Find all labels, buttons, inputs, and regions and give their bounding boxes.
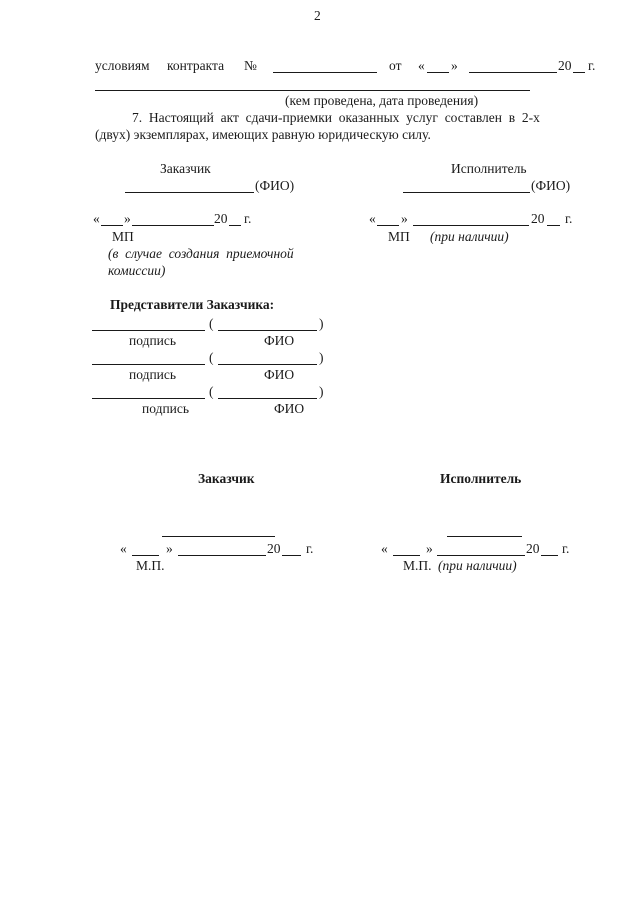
page-number: 2	[314, 8, 321, 23]
commission-note-line-2: комиссии)	[108, 263, 166, 278]
customer-year-suffix: г.	[244, 211, 252, 226]
customer-year-blank	[229, 225, 241, 226]
contractor-year2-blank	[541, 555, 558, 556]
year-blank	[573, 72, 585, 73]
contract-word: условиям	[95, 58, 150, 73]
contractor-mp-note: (при наличии)	[430, 229, 509, 244]
rep-3-sign-label: подпись	[142, 401, 190, 416]
contractor-month-blank	[413, 225, 529, 226]
contractor-label-2: Исполнитель	[440, 471, 522, 486]
contractor-date-open: «	[369, 211, 376, 226]
conducted-by-blank	[95, 90, 530, 91]
contract-label: контракта	[167, 58, 225, 73]
contractor-year2-suffix: г.	[562, 541, 570, 556]
date-close-quote: »	[451, 58, 458, 73]
customer-label-2: Заказчик	[198, 471, 255, 486]
rep-1-fio-label: ФИО	[264, 333, 295, 348]
month-blank	[469, 72, 557, 73]
commission-note-line-1: (в случае создания приемочной	[108, 246, 294, 261]
customer-day2-blank	[132, 555, 159, 556]
contract-number-blank	[273, 72, 377, 73]
rep-3-sign-blank	[92, 398, 205, 399]
customer-mp-2: М.П.	[136, 558, 165, 573]
number-sign: №	[244, 58, 257, 73]
contractor-mp: МП	[388, 229, 410, 244]
customer-year-prefix: 20	[214, 211, 228, 226]
customer-year2-suffix: г.	[306, 541, 314, 556]
customer-year2-blank	[282, 555, 301, 556]
rep-1-close: )	[319, 316, 324, 331]
rep-1-fio-blank	[218, 330, 317, 331]
rep-3-close: )	[319, 384, 324, 399]
customer-year2-prefix: 20	[267, 541, 281, 556]
contractor-year2-prefix: 20	[526, 541, 540, 556]
rep-2-sign-label: подпись	[129, 367, 177, 382]
rep-1-open: (	[209, 316, 214, 331]
from-label: от	[389, 58, 402, 73]
rep-2-close: )	[319, 350, 324, 365]
customer-fio-blank	[125, 192, 254, 193]
contractor-mp-2-note: (при наличии)	[438, 558, 517, 573]
rep-2-open: (	[209, 350, 214, 365]
customer-month-blank	[132, 225, 214, 226]
year-suffix: г.	[588, 58, 596, 73]
customer-date2-open: «	[120, 541, 127, 556]
contractor-day2-blank	[393, 555, 420, 556]
contractor-date2-open: «	[381, 541, 388, 556]
day-blank	[427, 72, 449, 73]
contractor-signature-line	[447, 536, 522, 537]
rep-2-fio-label: ФИО	[264, 367, 295, 382]
date-open-quote: «	[418, 58, 425, 73]
customer-month2-blank	[178, 555, 266, 556]
rep-1-sign-label: подпись	[129, 333, 177, 348]
rep-1-sign-blank	[92, 330, 205, 331]
contractor-date-close: »	[401, 211, 408, 226]
rep-2-sign-blank	[92, 364, 205, 365]
contractor-mp-2: М.П.	[403, 558, 432, 573]
rep-2-fio-blank	[218, 364, 317, 365]
rep-3-open: (	[209, 384, 214, 399]
customer-date-close: »	[124, 211, 131, 226]
customer-fio-label: (ФИО)	[255, 178, 295, 193]
rep-3-fio-blank	[218, 398, 317, 399]
contractor-label-1: Исполнитель	[451, 161, 527, 176]
contractor-year-suffix: г.	[565, 211, 573, 226]
contractor-month2-blank	[437, 555, 525, 556]
paragraph-7-line-1: 7. Настоящий акт сдачи-приемки оказанных услуг составлен в 2-х	[132, 110, 540, 125]
year-prefix: 20	[558, 58, 572, 73]
customer-day-blank	[101, 225, 123, 226]
contractor-day-blank	[377, 225, 399, 226]
customer-label-1: Заказчик	[160, 161, 211, 176]
customer-mp: МП	[112, 229, 134, 244]
contractor-year-blank	[547, 225, 560, 226]
customer-date2-close: »	[166, 541, 173, 556]
contractor-year-prefix: 20	[531, 211, 545, 226]
rep-3-fio-label: ФИО	[274, 401, 305, 416]
conducted-by-caption: (кем проведена, дата проведения)	[285, 93, 479, 108]
paragraph-7-line-2: (двух) экземплярах, имеющих равную юридическую силу.	[95, 127, 431, 142]
contractor-fio-label: (ФИО)	[531, 178, 571, 193]
representatives-title: Представители Заказчика:	[110, 297, 275, 312]
contractor-fio-blank	[403, 192, 530, 193]
customer-signature-line	[162, 536, 275, 537]
customer-date-open: «	[93, 211, 100, 226]
contractor-date2-close: »	[426, 541, 433, 556]
